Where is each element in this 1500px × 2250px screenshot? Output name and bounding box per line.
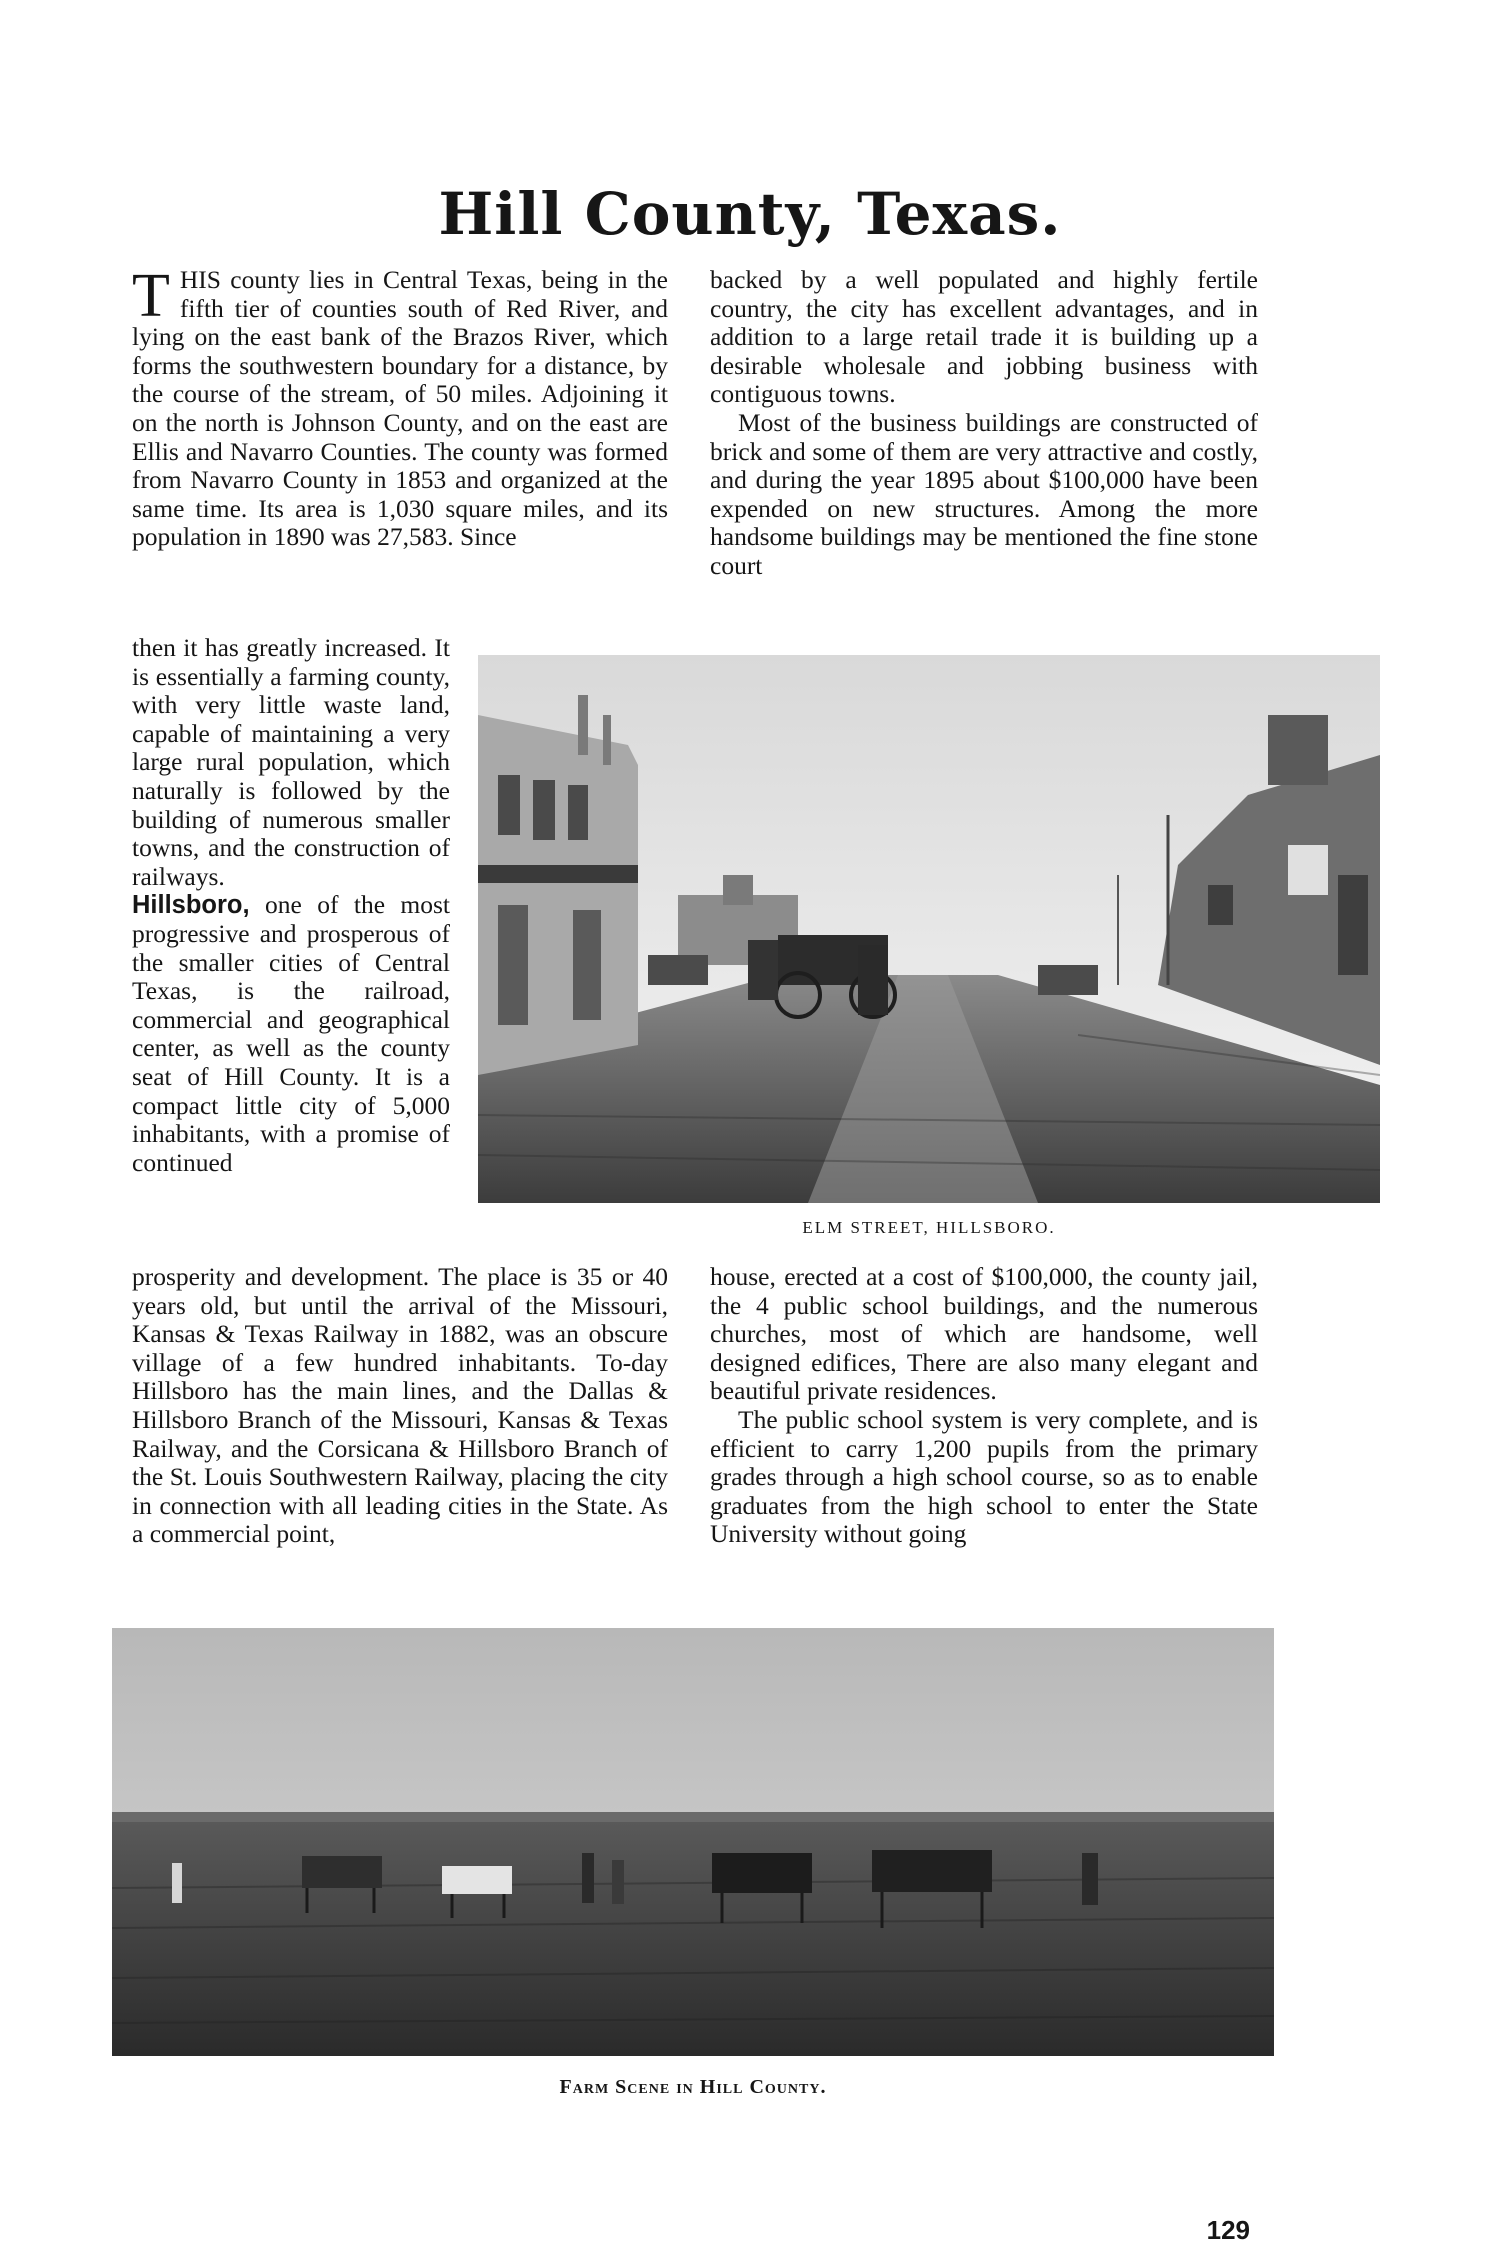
page-number: 129 (1206, 2215, 1250, 2245)
paragraph-county-farming: then it has greatly increased. It is essentially a farming county, with very little waste land, capable of maintaining a very large rural population, which naturally is followed by the building of numerous smaller towns, and the construction of railways. (132, 633, 450, 891)
left-column-top (132, 262, 668, 552)
farm-scene-photo (112, 1628, 1274, 2056)
right-column-top (710, 266, 1258, 581)
drop-cap: T (132, 262, 170, 330)
paragraph-county-intro: HIS county lies in Central Texas, being in the fifth tier of counties south of Red River, and lying on the east bank of the Brazos River, which forms the southwestern boundary for a distance, by the course of the stream, of 50 miles. Adjoining it on the north is Johnson County, and on the east are Ellis and Navarro Counties. The county was formed from Navarro County in 1853 and organized at the same time. Its area is 1,030 square miles, and its population in 1890 was 27,583. Since (132, 265, 668, 552)
paragraph-hillsboro-narrow: one of the most progressive and prosperous of the smaller cities of Central Texas, is the railroad, commercial and geographical center, as well as the county seat of Hill County. It is a compact little city of 5,000 inhabitants, with a promise of continued (132, 890, 451, 1177)
hillsboro-run-in: Hillsboro, (132, 891, 250, 920)
paragraph-buildings: Most of the business buildings are constructed of brick and some of them are very attractive and costly, and during the year 1895 about $100,000 have been expended on new structures. Among the more handsome buildings may be mentioned the fine stone court (710, 407, 1258, 580)
paragraph-schools: The public school system is very complete, and is efficient to carry 1,200 pupils from the primary grades through a high school course, so as to enable graduates from the high school to enter the State University without going (710, 1404, 1258, 1549)
farm-photo-caption: Farm Scene in Hill County. (559, 2076, 827, 2098)
right-column-bottom (710, 1263, 1258, 1549)
paragraph-hillsboro-history: prosperity and development. The place is 35 or 40 years old, but until the arrival of the Missouri, Kansas & Texas Railway in 1882, was an obscure village of a few hundred inhabitants. To-day Hillsboro has the main lines, and the Dallas & Hillsboro Branch of the Missouri, Kansas & Texas Railway, and the Corsicana & Hillsboro Branch of the St. Louis Southwestern Railway, placing the city in connection with all leading cities in the State. As a commercial point, (132, 1262, 668, 1549)
left-column-narrow (132, 634, 450, 1177)
elm-street-photo (478, 655, 1380, 1203)
left-column-bottom (132, 1263, 668, 1549)
paragraph-commercial: backed by a well populated and highly fertile country, the city has excellent advantages, and in addition to a large retail trade it is building up a desirable wholesale and jobbing business with contiguous towns. (710, 265, 1258, 409)
page-title: Hill County, Texas. (438, 180, 1062, 248)
paragraph-hillsboro-intro (132, 891, 450, 1177)
street-photo-caption: ELM STREET, HILLSBORO. (802, 1218, 1056, 1237)
paragraph-courthouse: house, erected at a cost of $100,000, the county jail, the 4 public school buildings, and the numerous churches, most of which are handsome, well designed edifices, There are also many elegant and beautiful private residences. (710, 1262, 1258, 1406)
